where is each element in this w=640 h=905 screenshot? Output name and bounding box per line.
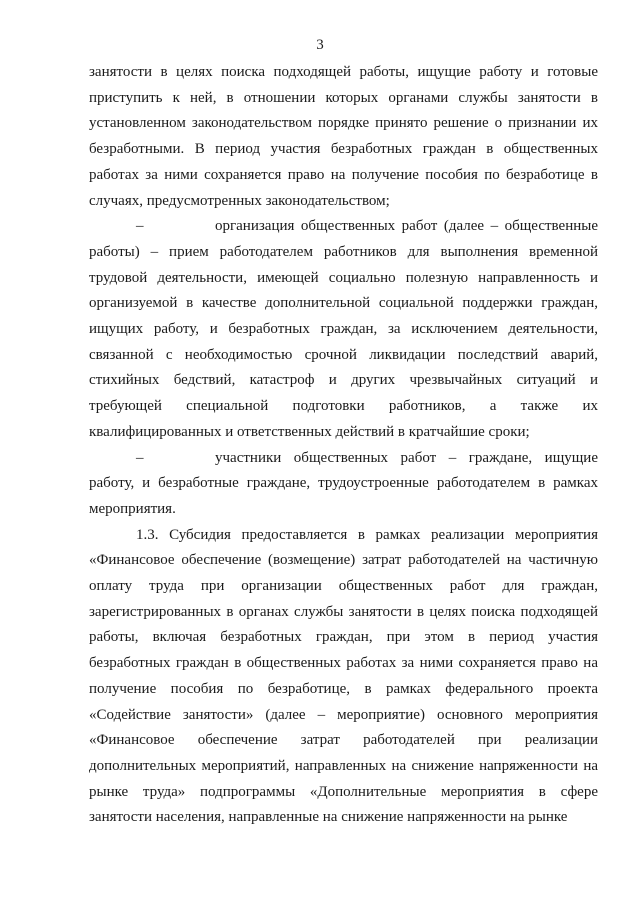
paragraph-text: организация общественных работ (далее – общественные работы) – прием работодателем работников для выполнения временной трудовой деятельности, имеющей социально полезную направленность и организуемой в качестве дополнительной социальной поддержки граждан, ищущих работу, и безработных граждан, за исключением деятельности, связанной с необходимостью срочной ликвидации последствий аварий, стихийных бедствий, катастроф и других чрезвычайных ситуаций и требующей специальной подготовки работников, а также их квалифицированных и ответственных действий в кратчайшие сроки; [89, 218, 598, 440]
definition-public-works [89, 214, 598, 445]
dash-marker: – [136, 449, 144, 466]
paragraph-1-3 [89, 523, 598, 831]
document-body [89, 60, 598, 831]
page-number: 3 [316, 37, 324, 53]
definition-participants [89, 446, 598, 523]
paragraph-text: участники общественных работ – граждане, ищущие работу, и безработные граждане, трудоустроенные работодателем в рамках мероприятия. [89, 449, 598, 517]
dash-marker: – [136, 218, 144, 235]
paragraph-text: 1.3. Субсидия предоставляется в рамках реализации мероприятия «Финансовое обеспечение (возмещение) затрат работодателей на частичную оплату труда при организации общественных работ для граждан, зарегистрированных в органах службы занятости в целях поиска подходящей работы, включая безработных граждан, при этом в период участия безработных граждан в общественных работах за ними сохраняется право на получение пособия по безработице, в рамках федерального проекта «Содействие занятости» (далее – мероприятие) основного мероприятия «Финансовое обеспечение затрат работодателей при реализации дополнительных мероприятий, направленных на снижение напряженности на рынке труда» подпрограммы «Дополнительные мероприятия в сфере занятости населения, направленные на снижение напряженности на рынке [89, 526, 598, 826]
paragraph-continuation [89, 60, 598, 214]
paragraph-text: занятости в целях поиска подходящей работы, ищущие работу и готовые приступить к ней, в отношении которых органами службы занятости в установленном законодательством порядке принято решение о признании их безработными. В период участия безработных граждан в общественных работах за ними сохраняется право на получение пособия по безработице в случаях, предусмотренных законодательством; [89, 64, 598, 209]
